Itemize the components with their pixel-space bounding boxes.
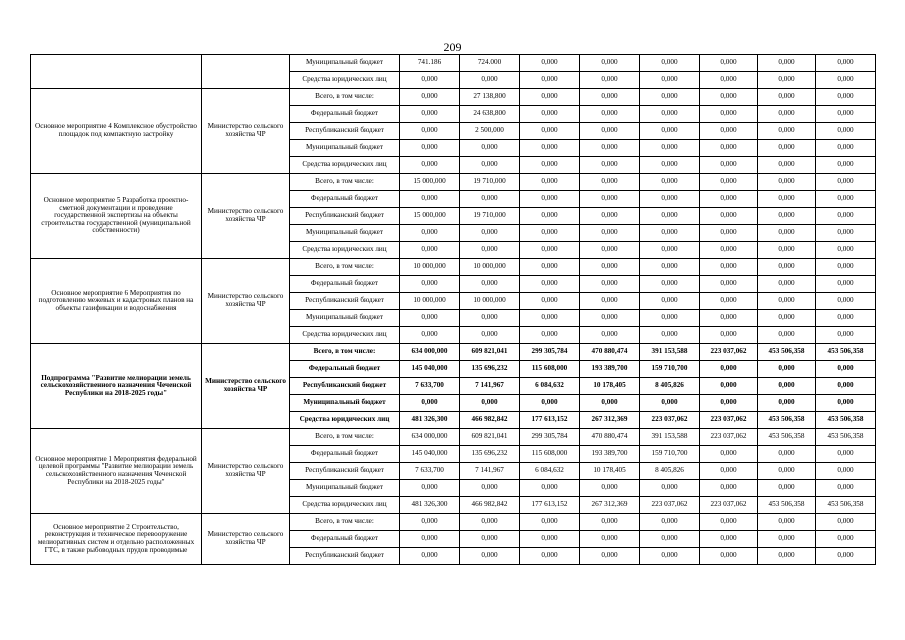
year-value-cell: 0,000 <box>640 140 700 157</box>
year-value-cell: 0,000 <box>700 191 758 208</box>
year-value-cell: 0,000 <box>758 514 816 531</box>
year-value-cell: 0,000 <box>640 276 700 293</box>
year-value-cell: 223 037,062 <box>700 497 758 514</box>
year-value-cell: 7 633,700 <box>400 463 460 480</box>
year-value-cell: 0,000 <box>580 225 640 242</box>
year-value-cell: 8 405,826 <box>640 463 700 480</box>
funding-source-cell: Средства юридических лиц <box>290 72 400 89</box>
table-row <box>31 174 876 191</box>
measure-name-cell: Основное мероприятие 5 Разработка проектно-сметной документации и проведение государственной экспертизы на объекты строительства государственной (муниципальной собственности) <box>31 174 202 259</box>
year-value-cell: 466 982,842 <box>460 412 520 429</box>
year-value-cell: 223 037,062 <box>700 344 758 361</box>
year-value-cell: 0,000 <box>758 327 816 344</box>
funding-source-cell: Муниципальный бюджет <box>290 480 400 497</box>
page-number: 209 <box>443 40 462 54</box>
funding-source-cell: Средства юридических лиц <box>290 497 400 514</box>
funding-source-cell: Муниципальный бюджет <box>290 140 400 157</box>
year-value-cell: 0,000 <box>700 480 758 497</box>
year-value-cell: 0,000 <box>520 310 580 327</box>
year-value-cell: 0,000 <box>580 293 640 310</box>
year-value-cell: 0,000 <box>520 480 580 497</box>
year-value-cell: 0,000 <box>700 225 758 242</box>
year-value-cell: 0,000 <box>758 463 816 480</box>
year-value-cell: 481 326,300 <box>400 497 460 514</box>
year-value-cell: 223 037,062 <box>700 412 758 429</box>
year-value-cell: 0,000 <box>460 327 520 344</box>
table-row <box>31 55 876 72</box>
year-value-cell: 0,000 <box>758 140 816 157</box>
year-value-cell: 0,000 <box>758 361 816 378</box>
funding-source-cell: Федеральный бюджет <box>290 276 400 293</box>
year-value-cell: 177 613,152 <box>520 412 580 429</box>
funding-source-cell: Средства юридических лиц <box>290 157 400 174</box>
year-value-cell: 0,000 <box>640 293 700 310</box>
year-value-cell: 159 710,700 <box>640 361 700 378</box>
year-value-cell: 0,000 <box>580 531 640 548</box>
year-value-cell: 0,000 <box>580 395 640 412</box>
funding-source-cell: Федеральный бюджет <box>290 446 400 463</box>
year-value-cell: 0,000 <box>758 72 816 89</box>
year-value-cell: 453 506,358 <box>758 344 816 361</box>
funding-source-cell: Всего, в том числе: <box>290 514 400 531</box>
year-value-cell: 609 821,041 <box>460 429 520 446</box>
year-value-cell: 0,000 <box>460 531 520 548</box>
year-value-cell: 0,000 <box>520 225 580 242</box>
year-value-cell: 0,000 <box>758 446 816 463</box>
year-value-cell: 0,000 <box>640 89 700 106</box>
year-value-cell: 0,000 <box>816 208 876 225</box>
year-value-cell: 10 178,405 <box>580 463 640 480</box>
funding-source-cell: Всего, в том числе: <box>290 89 400 106</box>
year-value-cell: 0,000 <box>400 140 460 157</box>
year-value-cell: 0,000 <box>816 89 876 106</box>
year-value-cell: 0,000 <box>700 293 758 310</box>
measure-name-cell: Основное мероприятие 1 Мероприятия федеральной целевой программы "Развитие мелиорации земель сельскохозяйственного назначения Чеченской Республики на 2018-2025 годы" <box>31 429 202 514</box>
year-value-cell: 223 037,062 <box>700 429 758 446</box>
year-value-cell: 0,000 <box>816 140 876 157</box>
year-value-cell: 453 506,358 <box>758 412 816 429</box>
funding-source-cell: Муниципальный бюджет <box>290 225 400 242</box>
year-value-cell: 0,000 <box>400 89 460 106</box>
year-value-cell: 0,000 <box>758 378 816 395</box>
year-value-cell: 0,000 <box>460 514 520 531</box>
year-value-cell: 0,000 <box>580 174 640 191</box>
year-value-cell: 0,000 <box>520 72 580 89</box>
year-value-cell: 453 506,358 <box>758 497 816 514</box>
year-value-cell: 0,000 <box>520 89 580 106</box>
measure-name-cell: Основное мероприятие 6 Мероприятия по подготовлению межевых и кадастровых планов на объекты газификации и водоснабжения <box>31 259 202 344</box>
year-value-cell: 0,000 <box>520 55 580 72</box>
table-row <box>31 259 876 276</box>
year-value-cell: 115 608,000 <box>520 361 580 378</box>
year-value-cell: 0,000 <box>700 259 758 276</box>
year-value-cell: 2 500,000 <box>460 123 520 140</box>
table-row <box>31 344 876 361</box>
year-value-cell: 0,000 <box>640 531 700 548</box>
year-value-cell: 0,000 <box>816 157 876 174</box>
year-value-cell: 0,000 <box>400 548 460 565</box>
measure-name-cell: Подпрограмма "Развитие мелиорации земель сельскохозяйственного назначения Чеченской Республики на 2018-2025 годы" <box>31 344 202 429</box>
year-value-cell: 0,000 <box>700 446 758 463</box>
year-value-cell: 0,000 <box>700 395 758 412</box>
year-value-cell: 0,000 <box>700 378 758 395</box>
year-value-cell: 453 506,358 <box>816 429 876 446</box>
funding-source-cell: Всего, в том числе: <box>290 259 400 276</box>
year-value-cell: 15 000,000 <box>400 208 460 225</box>
table-row <box>31 514 876 531</box>
year-value-cell: 0,000 <box>640 174 700 191</box>
year-value-cell: 0,000 <box>758 548 816 565</box>
year-value-cell: 7 633,700 <box>400 378 460 395</box>
year-value-cell: 159 710,700 <box>640 446 700 463</box>
funding-source-cell: Муниципальный бюджет <box>290 395 400 412</box>
year-value-cell: 145 040,000 <box>400 446 460 463</box>
year-value-cell: 0,000 <box>580 480 640 497</box>
year-value-cell: 19 710,000 <box>460 174 520 191</box>
responsible-executor-cell: Министерство сельского хозяйства ЧР <box>202 89 290 174</box>
year-value-cell: 0,000 <box>816 259 876 276</box>
year-value-cell: 0,000 <box>520 276 580 293</box>
year-value-cell: 0,000 <box>816 293 876 310</box>
funding-source-cell: Всего, в том числе: <box>290 174 400 191</box>
responsible-executor-cell: Министерство сельского хозяйства ЧР <box>202 514 290 565</box>
year-value-cell: 10 000,000 <box>400 293 460 310</box>
year-value-cell: 453 506,358 <box>816 344 876 361</box>
year-value-cell: 0,000 <box>640 480 700 497</box>
year-value-cell: 0,000 <box>520 293 580 310</box>
year-value-cell: 0,000 <box>460 72 520 89</box>
year-value-cell: 7 141,967 <box>460 463 520 480</box>
year-value-cell: 0,000 <box>400 191 460 208</box>
funding-source-cell: Республиканский бюджет <box>290 463 400 480</box>
year-value-cell: 0,000 <box>580 327 640 344</box>
year-value-cell: 0,000 <box>816 106 876 123</box>
year-value-cell: 609 821,041 <box>460 344 520 361</box>
year-value-cell: 0,000 <box>700 55 758 72</box>
year-value-cell: 0,000 <box>816 361 876 378</box>
year-value-cell: 0,000 <box>816 55 876 72</box>
year-value-cell: 0,000 <box>460 480 520 497</box>
year-value-cell: 0,000 <box>580 310 640 327</box>
measure-name-cell: Основное мероприятие 4 Комплексное обустройство площадок под компактную застройку <box>31 89 202 174</box>
responsible-executor-cell: Министерство сельского хозяйства ЧР <box>202 429 290 514</box>
year-value-cell: 0,000 <box>758 106 816 123</box>
funding-source-cell: Всего, в том числе: <box>290 344 400 361</box>
year-value-cell: 0,000 <box>700 531 758 548</box>
year-value-cell: 0,000 <box>580 55 640 72</box>
year-value-cell: 299 305,784 <box>520 429 580 446</box>
year-value-cell: 0,000 <box>580 514 640 531</box>
year-value-cell: 0,000 <box>520 259 580 276</box>
funding-source-cell: Республиканский бюджет <box>290 208 400 225</box>
year-value-cell: 223 037,062 <box>640 497 700 514</box>
year-value-cell: 470 880,474 <box>580 429 640 446</box>
year-value-cell: 453 506,358 <box>816 412 876 429</box>
year-value-cell: 0,000 <box>520 157 580 174</box>
year-value-cell: 0,000 <box>816 480 876 497</box>
year-value-cell: 0,000 <box>640 123 700 140</box>
year-value-cell: 0,000 <box>758 395 816 412</box>
year-value-cell: 0,000 <box>816 123 876 140</box>
funding-source-cell: Республиканский бюджет <box>290 378 400 395</box>
year-value-cell: 0,000 <box>400 157 460 174</box>
year-value-cell: 0,000 <box>816 310 876 327</box>
year-value-cell: 7 141,967 <box>460 378 520 395</box>
year-value-cell: 0,000 <box>580 106 640 123</box>
table-row <box>31 89 876 106</box>
year-value-cell: 0,000 <box>400 395 460 412</box>
year-value-cell: 299 305,784 <box>520 344 580 361</box>
year-value-cell: 115 608,000 <box>520 446 580 463</box>
year-value-cell: 0,000 <box>700 463 758 480</box>
year-value-cell: 0,000 <box>460 225 520 242</box>
year-value-cell: 0,000 <box>700 361 758 378</box>
year-value-cell: 0,000 <box>816 276 876 293</box>
year-value-cell: 0,000 <box>816 463 876 480</box>
year-value-cell: 634 000,000 <box>400 429 460 446</box>
year-value-cell: 6 084,632 <box>520 463 580 480</box>
year-value-cell: 0,000 <box>640 72 700 89</box>
year-value-cell: 145 040,000 <box>400 361 460 378</box>
year-value-cell: 0,000 <box>700 548 758 565</box>
year-value-cell: 0,000 <box>580 140 640 157</box>
year-value-cell: 0,000 <box>640 225 700 242</box>
year-value-cell: 0,000 <box>400 276 460 293</box>
year-value-cell: 0,000 <box>640 395 700 412</box>
year-value-cell: 0,000 <box>520 123 580 140</box>
year-value-cell: 10 000,000 <box>460 259 520 276</box>
year-value-cell: 0,000 <box>580 123 640 140</box>
year-value-cell: 0,000 <box>460 310 520 327</box>
year-value-cell: 0,000 <box>580 208 640 225</box>
year-value-cell: 0,000 <box>758 480 816 497</box>
year-value-cell: 0,000 <box>816 395 876 412</box>
year-value-cell: 0,000 <box>758 259 816 276</box>
year-value-cell: 453 506,358 <box>816 497 876 514</box>
year-value-cell: 267 312,369 <box>580 412 640 429</box>
year-value-cell: 0,000 <box>460 548 520 565</box>
funding-source-cell: Средства юридических лиц <box>290 327 400 344</box>
year-value-cell: 0,000 <box>816 548 876 565</box>
year-value-cell: 0,000 <box>700 157 758 174</box>
year-value-cell: 0,000 <box>460 140 520 157</box>
year-value-cell: 0,000 <box>640 106 700 123</box>
year-value-cell: 0,000 <box>460 157 520 174</box>
responsible-executor-cell: Министерство сельского хозяйства ЧР <box>202 259 290 344</box>
funding-source-cell: Муниципальный бюджет <box>290 55 400 72</box>
year-value-cell: 24 638,800 <box>460 106 520 123</box>
funding-source-cell: Муниципальный бюджет <box>290 310 400 327</box>
year-value-cell: 0,000 <box>640 548 700 565</box>
year-value-cell: 0,000 <box>816 514 876 531</box>
funding-source-cell: Федеральный бюджет <box>290 361 400 378</box>
year-value-cell: 0,000 <box>400 123 460 140</box>
funding-source-cell: Федеральный бюджет <box>290 531 400 548</box>
year-value-cell: 0,000 <box>640 259 700 276</box>
year-value-cell: 0,000 <box>400 310 460 327</box>
responsible-executor-cell <box>202 55 290 89</box>
year-value-cell: 0,000 <box>640 157 700 174</box>
year-value-cell: 0,000 <box>520 395 580 412</box>
year-value-cell: 0,000 <box>758 157 816 174</box>
year-value-cell: 0,000 <box>700 276 758 293</box>
year-value-cell: 0,000 <box>758 89 816 106</box>
year-value-cell: 0,000 <box>700 327 758 344</box>
year-value-cell: 391 153,588 <box>640 429 700 446</box>
responsible-executor-cell: Министерство сельского хозяйства ЧР <box>202 344 290 429</box>
year-value-cell: 8 405,826 <box>640 378 700 395</box>
year-value-cell: 0,000 <box>520 514 580 531</box>
year-value-cell: 741.186 <box>400 55 460 72</box>
year-value-cell: 0,000 <box>700 72 758 89</box>
budget-table <box>30 54 876 565</box>
year-value-cell: 10 000,000 <box>400 259 460 276</box>
funding-source-cell: Федеральный бюджет <box>290 106 400 123</box>
year-value-cell: 0,000 <box>520 531 580 548</box>
year-value-cell: 0,000 <box>520 174 580 191</box>
year-value-cell: 135 696,232 <box>460 446 520 463</box>
funding-source-cell: Республиканский бюджет <box>290 123 400 140</box>
year-value-cell: 0,000 <box>580 191 640 208</box>
year-value-cell: 223 037,062 <box>640 412 700 429</box>
year-value-cell: 0,000 <box>580 259 640 276</box>
year-value-cell: 0,000 <box>700 106 758 123</box>
funding-source-cell: Федеральный бюджет <box>290 191 400 208</box>
year-value-cell: 0,000 <box>520 327 580 344</box>
year-value-cell: 10 178,405 <box>580 378 640 395</box>
year-value-cell: 0,000 <box>700 514 758 531</box>
funding-source-cell: Средства юридических лиц <box>290 412 400 429</box>
year-value-cell: 0,000 <box>400 106 460 123</box>
year-value-cell: 0,000 <box>580 276 640 293</box>
year-value-cell: 0,000 <box>460 276 520 293</box>
table-row <box>31 429 876 446</box>
year-value-cell: 0,000 <box>700 208 758 225</box>
year-value-cell: 0,000 <box>816 446 876 463</box>
year-value-cell: 0,000 <box>816 174 876 191</box>
year-value-cell: 19 710,000 <box>460 208 520 225</box>
year-value-cell: 0,000 <box>700 310 758 327</box>
year-value-cell: 0,000 <box>816 378 876 395</box>
year-value-cell: 0,000 <box>520 106 580 123</box>
year-value-cell: 0,000 <box>640 310 700 327</box>
year-value-cell: 0,000 <box>580 89 640 106</box>
measure-name-cell: Основное мероприятие 2 Строительство, реконструкция и техническое перевооружение мелиоративных систем и отдельно расположенных ГТС, в также рыбоводных прудов проводимые <box>31 514 202 565</box>
year-value-cell: 0,000 <box>816 531 876 548</box>
year-value-cell: 0,000 <box>400 225 460 242</box>
year-value-cell: 0,000 <box>460 395 520 412</box>
funding-source-cell: Всего, в том числе: <box>290 429 400 446</box>
year-value-cell: 0,000 <box>580 72 640 89</box>
year-value-cell: 0,000 <box>816 327 876 344</box>
year-value-cell: 0,000 <box>520 191 580 208</box>
year-value-cell: 0,000 <box>758 531 816 548</box>
funding-source-cell: Средства юридических лиц <box>290 242 400 259</box>
year-value-cell: 0,000 <box>640 208 700 225</box>
year-value-cell: 470 880,474 <box>580 344 640 361</box>
year-value-cell: 0,000 <box>758 174 816 191</box>
funding-source-cell: Республиканский бюджет <box>290 293 400 310</box>
year-value-cell: 0,000 <box>758 225 816 242</box>
year-value-cell: 0,000 <box>700 89 758 106</box>
year-value-cell: 177 613,152 <box>520 497 580 514</box>
year-value-cell: 0,000 <box>520 140 580 157</box>
year-value-cell: 0,000 <box>520 208 580 225</box>
year-value-cell: 0,000 <box>700 174 758 191</box>
year-value-cell: 453 506,358 <box>758 429 816 446</box>
year-value-cell: 0,000 <box>460 242 520 259</box>
year-value-cell: 0,000 <box>700 123 758 140</box>
year-value-cell: 193 389,700 <box>580 446 640 463</box>
year-value-cell: 0,000 <box>816 191 876 208</box>
year-value-cell: 0,000 <box>400 480 460 497</box>
year-value-cell: 6 084,632 <box>520 378 580 395</box>
year-value-cell: 0,000 <box>400 531 460 548</box>
year-value-cell: 0,000 <box>580 157 640 174</box>
year-value-cell: 634 000,000 <box>400 344 460 361</box>
year-value-cell: 0,000 <box>758 208 816 225</box>
year-value-cell: 10 000,000 <box>460 293 520 310</box>
year-value-cell: 0,000 <box>580 548 640 565</box>
year-value-cell: 0,000 <box>816 72 876 89</box>
year-value-cell: 0,000 <box>520 242 580 259</box>
year-value-cell: 724.000 <box>460 55 520 72</box>
year-value-cell: 0,000 <box>400 327 460 344</box>
year-value-cell: 0,000 <box>758 293 816 310</box>
year-value-cell: 481 326,300 <box>400 412 460 429</box>
year-value-cell: 0,000 <box>400 514 460 531</box>
year-value-cell: 267 312,369 <box>580 497 640 514</box>
year-value-cell: 0,000 <box>700 242 758 259</box>
responsible-executor-cell: Министерство сельского хозяйства ЧР <box>202 174 290 259</box>
year-value-cell: 0,000 <box>580 242 640 259</box>
year-value-cell: 391 153,588 <box>640 344 700 361</box>
year-value-cell: 135 696,232 <box>460 361 520 378</box>
year-value-cell: 0,000 <box>640 242 700 259</box>
year-value-cell: 0,000 <box>400 242 460 259</box>
year-value-cell: 0,000 <box>758 123 816 140</box>
year-value-cell: 0,000 <box>816 225 876 242</box>
year-value-cell: 15 000,000 <box>400 174 460 191</box>
year-value-cell: 0,000 <box>700 140 758 157</box>
year-value-cell: 0,000 <box>816 242 876 259</box>
measure-name-cell <box>31 55 202 89</box>
year-value-cell: 0,000 <box>640 327 700 344</box>
year-value-cell: 0,000 <box>758 55 816 72</box>
year-value-cell: 0,000 <box>758 242 816 259</box>
year-value-cell: 0,000 <box>520 548 580 565</box>
year-value-cell: 0,000 <box>400 72 460 89</box>
year-value-cell: 27 138,800 <box>460 89 520 106</box>
year-value-cell: 466 982,842 <box>460 497 520 514</box>
year-value-cell: 0,000 <box>758 310 816 327</box>
year-value-cell: 193 389,700 <box>580 361 640 378</box>
year-value-cell: 0,000 <box>640 191 700 208</box>
funding-source-cell: Республиканский бюджет <box>290 548 400 565</box>
year-value-cell: 0,000 <box>758 276 816 293</box>
year-value-cell: 0,000 <box>640 514 700 531</box>
year-value-cell: 0,000 <box>640 55 700 72</box>
year-value-cell: 0,000 <box>758 191 816 208</box>
year-value-cell: 0,000 <box>460 191 520 208</box>
